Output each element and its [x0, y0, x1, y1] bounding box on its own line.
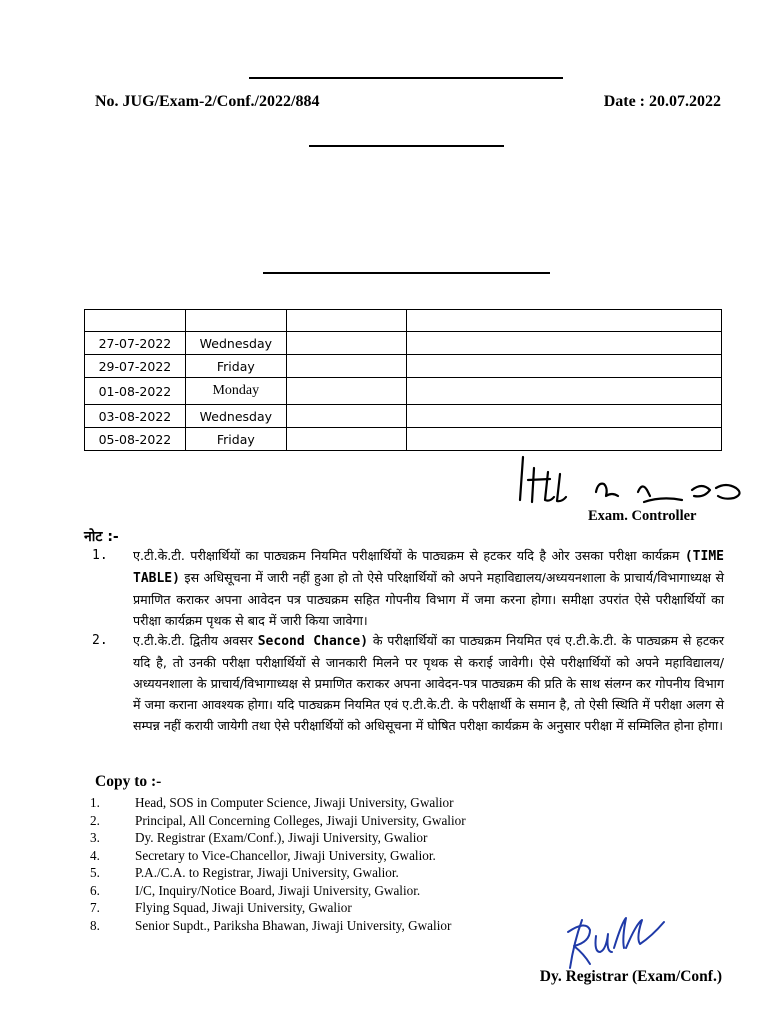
exam-date-cell: 03-08-2022: [85, 405, 186, 428]
copy-to-heading: Copy to :-: [95, 773, 162, 790]
exam-date-cell: 27-07-2022: [85, 332, 186, 355]
table-header-cell: [185, 310, 286, 332]
table-header-cell: [286, 310, 406, 332]
table-cell: [286, 378, 406, 405]
list-number: 2.: [90, 812, 100, 828]
reference-number: No. JUG/Exam-2/Conf./2022/884: [95, 93, 320, 110]
table-cell: [286, 428, 406, 451]
dy-registrar-title: Dy. Registrar (Exam/Conf.): [539, 968, 722, 985]
table-row: [85, 378, 722, 405]
list-item: [90, 847, 610, 865]
list-item: [90, 882, 610, 900]
list-text: Head, SOS in Computer Science, Jiwaji University, Gwalior: [135, 795, 454, 810]
list-number: 4.: [90, 847, 100, 863]
list-number: 7.: [90, 900, 100, 915]
list-number: 6.: [90, 882, 100, 898]
list-item: [90, 812, 610, 830]
table-cell: [406, 355, 721, 378]
list-item: [90, 829, 610, 847]
table-header-row: [85, 310, 722, 332]
exam-day-cell: Friday: [185, 355, 286, 378]
note-text-part: इस अधिसूचना में जारी नहीं हुआ हो तो ऐसे परिक्षार्थियों को अपने महाविद्यालय/अध्ययनशाला के प्राचार्य/विभागाध्यक्ष से प्रमाणित कराकर अपना आवेदन पत्र पाठ्यक्रम सहित गोपनीय विभाग में जमा करना होगा। समीक्षा उपरांत ऐसे परीक्षार्थियों का परीक्षा कार्यक्रम पृथक से बाद में जारी किया जावेगा।: [133, 570, 724, 628]
exam-day-cell: Wednesday: [185, 332, 286, 355]
table-cell: [286, 332, 406, 355]
subject-rule: [309, 145, 504, 147]
exam-day-cell: Friday: [185, 428, 286, 451]
note-item-1: [84, 545, 724, 631]
table-cell: [286, 405, 406, 428]
note-item-2: [84, 630, 724, 736]
note-number: 1.: [92, 548, 108, 563]
table-row: [85, 355, 722, 378]
note-number: 2.: [92, 633, 108, 648]
copy-to-list: [90, 794, 610, 934]
top-rule: [249, 77, 563, 79]
exam-date-cell: 29-07-2022: [85, 355, 186, 378]
note-emphasis: (TIME TABLE): [133, 549, 724, 586]
table-header-cell: [85, 310, 186, 332]
table-cell: [406, 332, 721, 355]
list-text: I/C, Inquiry/Notice Board, Jiwaji University, Gwalior.: [135, 882, 421, 898]
note-text: [133, 545, 724, 631]
list-item: [90, 864, 610, 882]
title-rule: [263, 272, 550, 274]
table-cell: [286, 355, 406, 378]
list-text: Dy. Registrar (Exam/Conf.), Jiwaji University, Gwalior: [135, 830, 428, 845]
table-cell: [406, 428, 721, 451]
table-row: [85, 405, 722, 428]
exam-date-cell: 05-08-2022: [85, 428, 186, 451]
list-item: [90, 794, 610, 812]
issue-date: Date : 20.07.2022: [603, 93, 721, 110]
list-item: [90, 917, 610, 935]
exam-controller-title: Exam. Controller: [588, 508, 697, 524]
exam-timetable: [84, 309, 722, 451]
table-cell: [406, 378, 721, 405]
table-cell: [406, 405, 721, 428]
table-header-cell: [406, 310, 721, 332]
dy-registrar-signature: [560, 912, 670, 972]
note-text-part: के परीक्षार्थियों का पाठ्यक्रम नियमित एवं ए.टी.के.टी. के पाठ्यक्रम से हटकर यदि है, तो उनकी परीक्षा परीक्षार्थियों से जानकारी मिलने पर पृथक से कराई जावेगी। ऐसे परीक्षार्थियों को अपने महाविद्यालय/अध्ययनशाला के प्राचार्य/विभागाध्यक्ष से प्रमाणित कराकर अपना आवेदन-पत्र पाठ्यक्रम की प्रति के साथ संलग्न कर गोपनीय विभाग में जमा कराना आवश्यक होगा। यदि पाठ्यक्रम नियमित एवं ए.टी.के.टी. के परीक्षार्थी के समान है, तो ऐसी स्थिति में परीक्षा अलग से सम्पन्न नहीं करायी जायेगी तथा ऐसे परीक्षार्थियों को अधिसूचना में घोषित परीक्षा कार्यक्रम के अनुसार परीक्षा में सम्मिलित होना होगा।: [133, 633, 724, 733]
list-number: 1.: [90, 795, 100, 810]
exam-date-cell: 01-08-2022: [85, 378, 186, 405]
list-number: 5.: [90, 865, 100, 880]
list-text: Flying Squad, Jiwaji University, Gwalior: [135, 900, 352, 915]
list-text: Principal, All Concerning Colleges, Jiwaji University, Gwalior: [135, 812, 466, 828]
list-text: Secretary to Vice-Chancellor, Jiwaji University, Gwalior.: [135, 847, 436, 863]
note-text-part: ए.टी.के.टी. द्वितीय अवसर: [133, 633, 258, 648]
list-number: 3.: [90, 830, 100, 845]
exam-controller-signature: [512, 452, 752, 506]
note-text-part: ए.टी.के.टी. परीक्षार्थियों का पाठ्यक्रम नियमित परीक्षार्थियों के पाठ्यक्रम से हटकर यदि है ओर उसका परीक्षा कार्यक्रम: [133, 548, 685, 563]
note-emphasis: Second Chance): [257, 634, 369, 649]
list-item: [90, 899, 610, 917]
list-number: 8.: [90, 917, 100, 933]
notes-heading: नोट :-: [84, 529, 119, 545]
exam-day-cell: Monday: [185, 378, 286, 405]
list-text: P.A./C.A. to Registrar, Jiwaji University, Gwalior.: [135, 865, 399, 880]
table-row: [85, 332, 722, 355]
list-text: Senior Supdt., Pariksha Bhawan, Jiwaji University, Gwalior: [135, 917, 452, 933]
table-row: [85, 428, 722, 451]
note-text: [133, 630, 724, 736]
exam-day-cell: Wednesday: [185, 405, 286, 428]
